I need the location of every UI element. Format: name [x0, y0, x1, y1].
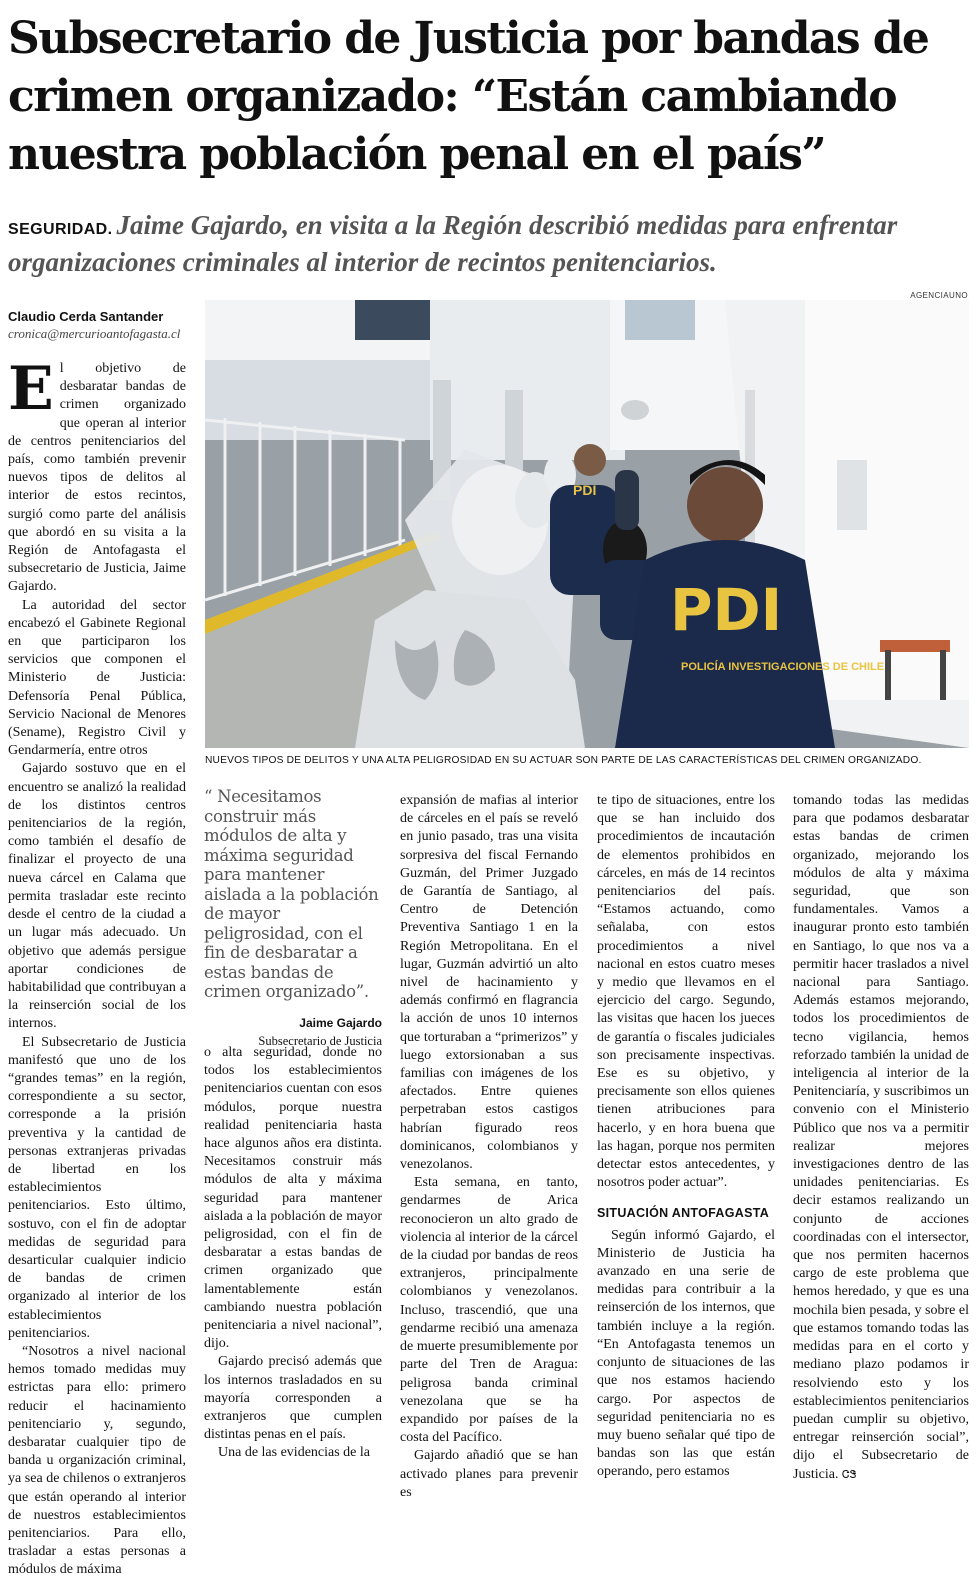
end-mark: ᏣᏕ — [842, 1467, 857, 1481]
author-email[interactable]: cronica@mercurioantofagasta.cl — [8, 326, 181, 341]
pull-quote-role: Subsecretario de Justicia — [258, 1033, 382, 1048]
deck-text: Jaime Gajardo, en visita a la Región describió medidas para enfrentar organizaciones criminales al interior de recintos penitenciarios. — [8, 210, 898, 277]
column-5 — [793, 792, 969, 1482]
paragraph: Gajardo añadió que se han activado planes para prevenir es — [400, 1448, 578, 1500]
column-1 — [8, 354, 186, 1578]
pull-quote-text: “ Necesitamos construir más módulos de alta y máxima seguridad para mantener aislada a la población de mayor peligrosidad, con el fin de desbaratar a estas bandas de crimen organizado”. — [204, 787, 379, 1001]
article-photo — [205, 300, 969, 748]
column-4 — [597, 792, 775, 1480]
paragraph: expansión de mafias al interior de cárceles en el país se reveló en junio pasado, tras una visita sorpresiva del fiscal Fernando Guzmán, del Primer Juzgado de Garantía de Santiago, al Centro de Detención Preventiva Santiago 1 en la Región Metropolitana. En el lugar, Guzmán advirtió un alto nivel de hacinamiento y además confirmó en flagrancia la acción de unos 10 internos que torturaban a “primerizos” y luego extorsionaban a sus familias con imágenes de los afectados. Entre quienes perpetraban estos castigos habrían figurado reos dominicanos, colombianos y venezolanos. — [400, 793, 578, 1173]
drop-cap: E — [8, 354, 54, 424]
photo-credit: AGENCIAUNO — [910, 291, 968, 300]
vest-label: PDI — [670, 576, 783, 644]
paragraph: te tipo de situaciones, entre los que se han incluido dos procedimientos de incautación de elementos prohibidos en cárceles, en más de 14 recintos penitenciarios del país. “Estamos actuando, como señalaba, con estos procedimientos a nivel nacional en estos cuatro meses y medio que llevamos en el ejercicio del cargo. Segundo, las visitas que hacen los jueces de garantía o fiscales judiciales son precisamente inspectivas. Ese es su objetivo, y precisamente son ellos quienes tienen atribuciones para hacerlo, y en hora buena que las hagan, porque nos permiten detectar estos antecedentes, y nosotros poder actuar”. — [597, 793, 775, 1191]
paragraph: El Subsecretario de Justicia manifestó que uno de los “grandes temas” en la región, correspondiente a su sector, corresponde a la prisión preventiva y la cantidad de personas extranjeras privadas de libertad en los establecimientos penitenciarios. Esto último, sostuvo, con el fin de adoptar medidas de seguridad para desarticular cualquier indicio de bandas de crimen organizado al interior de los establecimientos penitenciarios. — [8, 1034, 186, 1341]
column-2 — [204, 1044, 382, 1461]
paragraph — [793, 792, 969, 1484]
paragraph — [8, 354, 186, 597]
pull-quote — [204, 787, 382, 1049]
photo-illustration — [205, 300, 969, 748]
paragraph: Esta semana, en tanto, gendarmes de Arica reconocieron un alto grado de violencia al interior de la cárcel de la ciudad por bandas de reos extranjeros, principalmente colombianos y venezolanos. Incluso, trascendió, que una gendarme recibió una amenaza de muerte presumiblemente por parte del Tren de Aragua: peligrosa banda criminal venezolana que se ha expandido por países de la costa del Pacífico. — [400, 1175, 578, 1446]
paragraph-text: tomando todas las medidas para que podamos desbaratar estas bandas de crimen organizado, mejorando los módulos de alta y máxima seguridad, que son fundamentales. Vamos a inaugurar pronto esto también en Santiago, lo que nos va a permitir hacer traslados a nivel nacional para Santiago. Además estamos mejorando, todos los procedimientos de tecno vigilancia, hemos reforzado también la unidad de inteligencia al interior de la Penitenciaría, y suscribimos un convenio con el Ministerio Público que nos va a permitir realizar mejores investigaciones dentro de las unidades penitenciarias. Es decir estamos realizando un conjunto de acciones coordinadas con el intersector, que nos permiten hacernos cargo de este problema que hemos heredado, y que es una mochila bien pesada, y sobre el que estamos tomando todas las medidas para en el corto y mediano plazo podamos ir resolviendo esto y los establecimientos penitenciarios puedan cumplir su objetivo, entregar reinserción social”, dijo el Subsecretario de Justicia. — [793, 793, 969, 1482]
paragraph-text: l objetivo de desbaratar bandas de crimen organizado que operan al interior de centros penitenciarios del país, como también prevenir nuevos tipos de delitos al interior de estos recintos, surgió como parte del análisis que abordó en su visita a la Región de Antofagasta el subsecretario de Justicia, Jaime Gajardo. — [8, 361, 186, 595]
paragraph: Según informó Gajardo, el Ministerio de Justicia ha avanzado en una serie de medidas para contribuir a la reinserción de los internos, que también incluye a la región. “En Antofagasta tenemos un conjunto de situaciones de las que nos estamos haciendo cargo. Por aspectos de seguridad penitenciaria no es muy bueno señalar qué tipo de bandas son las que están operando, pero estamos — [597, 1227, 775, 1480]
photo-caption: NUEVOS TIPOS DE DELITOS Y UNA ALTA PELIGROSIDAD EN SU ACTUAR SON PARTE DE LAS CARACTERÍSTICAS DEL CRIMEN ORGANIZADO. — [205, 755, 922, 766]
paragraph: La autoridad del sector encabezó el Gabinete Regional en que participaron los servicios que componen el Ministerio de Justicia: Defensoría Penal Pública, Servicio Nacional de Menores (Sename), Registro Civil y Gendarmería, entre otros — [8, 597, 186, 759]
section-label: SEGURIDAD. — [8, 221, 113, 238]
paragraph: Gajardo precisó además que los internos trasladados en su mayoría corresponden a extranjeros que cumplen distintas penas en el país. — [204, 1354, 382, 1443]
headline: Subsecretario de Justicia por bandas de crimen organizado: “Están cambiando nuestra población penal en el país” — [8, 13, 929, 180]
subheading: SITUACIÓN ANTOFAGASTA — [597, 1206, 770, 1221]
paragraph: Una de las evidencias de la — [218, 1445, 370, 1461]
paragraph: o alta seguridad, donde no todos los establecimientos penitenciarios cuentan con esos módulos, porque nuestra realidad penitenciaria hasta hace algunos años era distinta. Necesitamos construir más módulos de alta y máxima seguridad para mantener aislada a la población de mayor peligrosidad, con el fin de desbaratar a estas bandas de crimen organizado que lamentablemente están cambiando nuestra población penitenciaria a nivel nacional”, dijo. — [204, 1045, 382, 1352]
vest-sublabel: POLICÍA INVESTIGACIONES DE CHILE — [681, 661, 885, 673]
byline — [8, 308, 198, 342]
paragraph: Gajardo sostuvo que en el encuentro se analizó la realidad de los distintos centros penitenciarios de la región, como también el desafío de finalizar el proyecto de una nueva cárcel en Calama que permita trasladar este recinto desde el centro de la ciudad a un lugar más adecuado. Un objetivo que además persigue aportar condiciones de habitabilidad que contribuyan a la reinserción social de los internos. — [8, 761, 186, 1032]
deck — [8, 209, 968, 278]
paragraph: “Nosotros a nivel nacional hemos tomado medidas muy estrictas para ello: primero reducir el hacinamiento penitenciario y, segundo, desbaratar cualquier tipo de banda u organización criminal, ya sea de chilenos o extranjeros que están operando al interior de nuestros establecimientos penitenciarios. Para ello, trasladar a estas personas a módulos de máxima — [8, 1343, 186, 1578]
column-3 — [400, 792, 578, 1500]
small-vest-label: PDI — [573, 482, 597, 498]
pull-quote-name: Jaime Gajardo — [299, 1015, 382, 1030]
author-name: Claudio Cerda Santander — [8, 309, 164, 324]
